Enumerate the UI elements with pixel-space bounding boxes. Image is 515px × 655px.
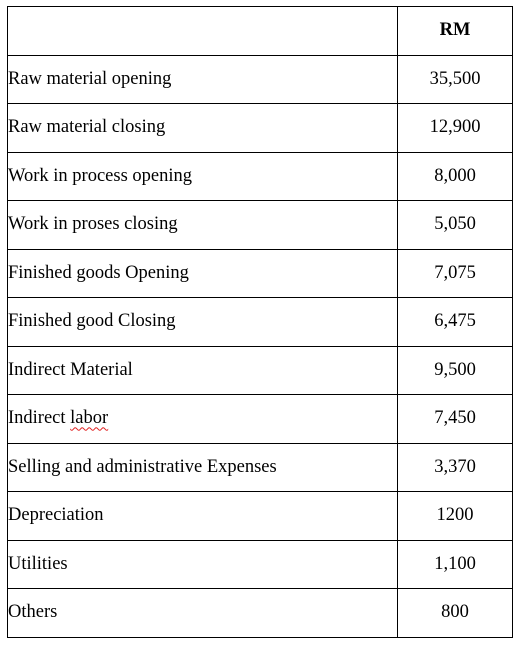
row-label: Finished goods Opening: [8, 249, 398, 298]
row-value: 8,000: [398, 152, 513, 201]
table-row: [8, 540, 513, 589]
row-label: Selling and administrative Expenses: [8, 443, 398, 492]
row-value: 5,050: [398, 201, 513, 250]
row-label: Utilities: [8, 540, 398, 589]
table-row: [8, 346, 513, 395]
row-value: 1,100: [398, 540, 513, 589]
table-header-row: [8, 7, 513, 56]
row-value: 12,900: [398, 104, 513, 153]
row-value: 9,500: [398, 346, 513, 395]
table-row: [8, 249, 513, 298]
row-value: 3,370: [398, 443, 513, 492]
row-label: Depreciation: [8, 492, 398, 541]
table-row: [8, 298, 513, 347]
header-currency-cell: RM: [398, 7, 513, 56]
table-row: [8, 443, 513, 492]
row-label: Finished good Closing: [8, 298, 398, 347]
row-value: 800: [398, 589, 513, 638]
row-value: 35,500: [398, 55, 513, 104]
row-value: 6,475: [398, 298, 513, 347]
row-label: Raw material opening: [8, 55, 398, 104]
row-label: Indirect Material: [8, 346, 398, 395]
row-label: Work in process opening: [8, 152, 398, 201]
row-value: 7,450: [398, 395, 513, 444]
header-label-cell: [8, 7, 398, 56]
row-label-prefix: Indirect: [8, 408, 71, 429]
table-row: [8, 201, 513, 250]
cost-table: [7, 6, 513, 638]
table-row: [8, 104, 513, 153]
table-row: [8, 152, 513, 201]
table-row: [8, 589, 513, 638]
row-value: 7,075: [398, 249, 513, 298]
table-row: [8, 395, 513, 444]
row-value: 1200: [398, 492, 513, 541]
row-label: Others: [8, 589, 398, 638]
row-label: Work in proses closing: [8, 201, 398, 250]
row-label: Raw material closing: [8, 104, 398, 153]
row-label: [8, 395, 398, 444]
table-row: [8, 492, 513, 541]
table-row: [8, 55, 513, 104]
spellcheck-flagged-word: labor: [70, 408, 109, 429]
